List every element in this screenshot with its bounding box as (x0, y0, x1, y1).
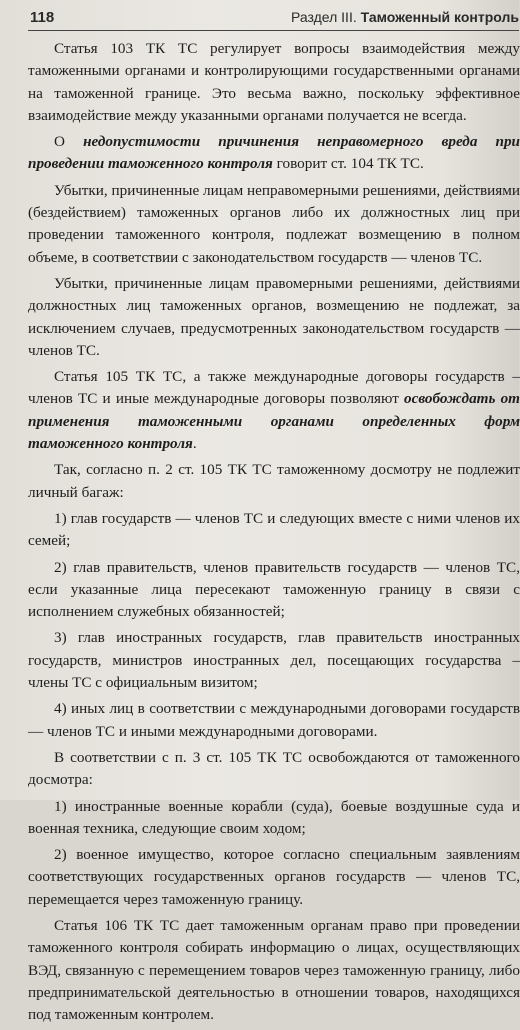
running-header (0, 0, 519, 34)
list-item: 2) военное имущество, которое согласно специальным заявлениям соответствующих государственных органов государств — членов ТС, перемещается через таможенную границу. (28, 846, 520, 908)
list-item: 4) иных лиц в соответствии с международными договорами государств — членов ТС и иными международными договорами. (28, 700, 520, 740)
paragraph-damages-lawful: Убытки, причиненные лицам правомерными решениями, действиями должностных лиц таможенных органов, возмещению не подлежат, за исключением случаев, предусмотренных законодательством государств — членов ТС. (28, 274, 520, 359)
paragraph-baggage-intro: Так, согласно п. 2 ст. 105 ТК ТС таможенному досмотру не подлежит личный багаж: (28, 461, 520, 501)
section-name: Таможенный контроль (360, 9, 519, 25)
list-item: 3) глав иностранных государств, глав правительств иностранных государств, министров иностранных дел, посещающих государства – члены ТС с официальным визитом; (28, 629, 520, 692)
text-run: О (54, 133, 84, 151)
text-run: Статья 105 ТК ТС, а также международные договоры государств – членов ТС и иные международные договоры позволяют (28, 368, 520, 408)
text-run: . (192, 435, 197, 453)
paragraph-article-103: Статья 103 ТК ТС регулирует вопросы взаимодействия между таможенными органами и контролирующими государственными органами на таможенной границе. Это весьма важно, поскольку эффективное взаимодействие между указанными органами получается не всегда. (28, 40, 520, 124)
header-rule (28, 30, 519, 31)
emphasis-text: освобождать от применения таможенными органами определенных форм таможенного контроля (28, 390, 520, 453)
paragraph-exemption-intro: В соответствии с п. 3 ст. 105 ТК ТС освобождаются от таможенного досмотра: (28, 748, 520, 789)
section-prefix: Раздел III. (291, 9, 357, 25)
list-item: 1) глав государств — членов ТС и следующих вместе с ними членов их семей; (28, 509, 520, 550)
text-run: говорит ст. 104 ТК ТС. (272, 155, 424, 173)
paragraph-article-106: Статья 106 ТК ТС дает таможенным органам право при проведении таможенного контроля собирать информацию о лицах, осуществляющих ВЭД, связанную с перемещением товаров через таможенную границу, либо предпринимательской деятельностью в отношении товаров, находящихся под таможенным контролем. (28, 916, 520, 1024)
paragraph-damages-unlawful: Убытки, причиненные лицам неправомерными решениями, действиями (бездействием) таможенных органов либо их должностных лиц при проведении таможенного контроля, подлежат возмещению в полном объеме, в соответствии с законодательством государств — членов ТС. (28, 181, 520, 266)
page-number: 118 (30, 9, 55, 26)
paragraph-article-105 (28, 366, 520, 455)
list-item: 2) глав правительств, членов правительств государств — членов ТС, если указанные лица пересекают таможенную границу в связи с исполнением служебных обязанностей; (28, 558, 520, 621)
list-item: 1) иностранные военные корабли (суда), боевые воздушные суда и военная техника, следующие своим ходом; (28, 797, 520, 837)
paragraph-article-104 (28, 131, 520, 176)
page-body (28, 38, 520, 1030)
section-title (291, 9, 519, 25)
emphasis-text: недопустимости причинения неправомерного вреда при проведении таможенного контроля (28, 133, 520, 173)
